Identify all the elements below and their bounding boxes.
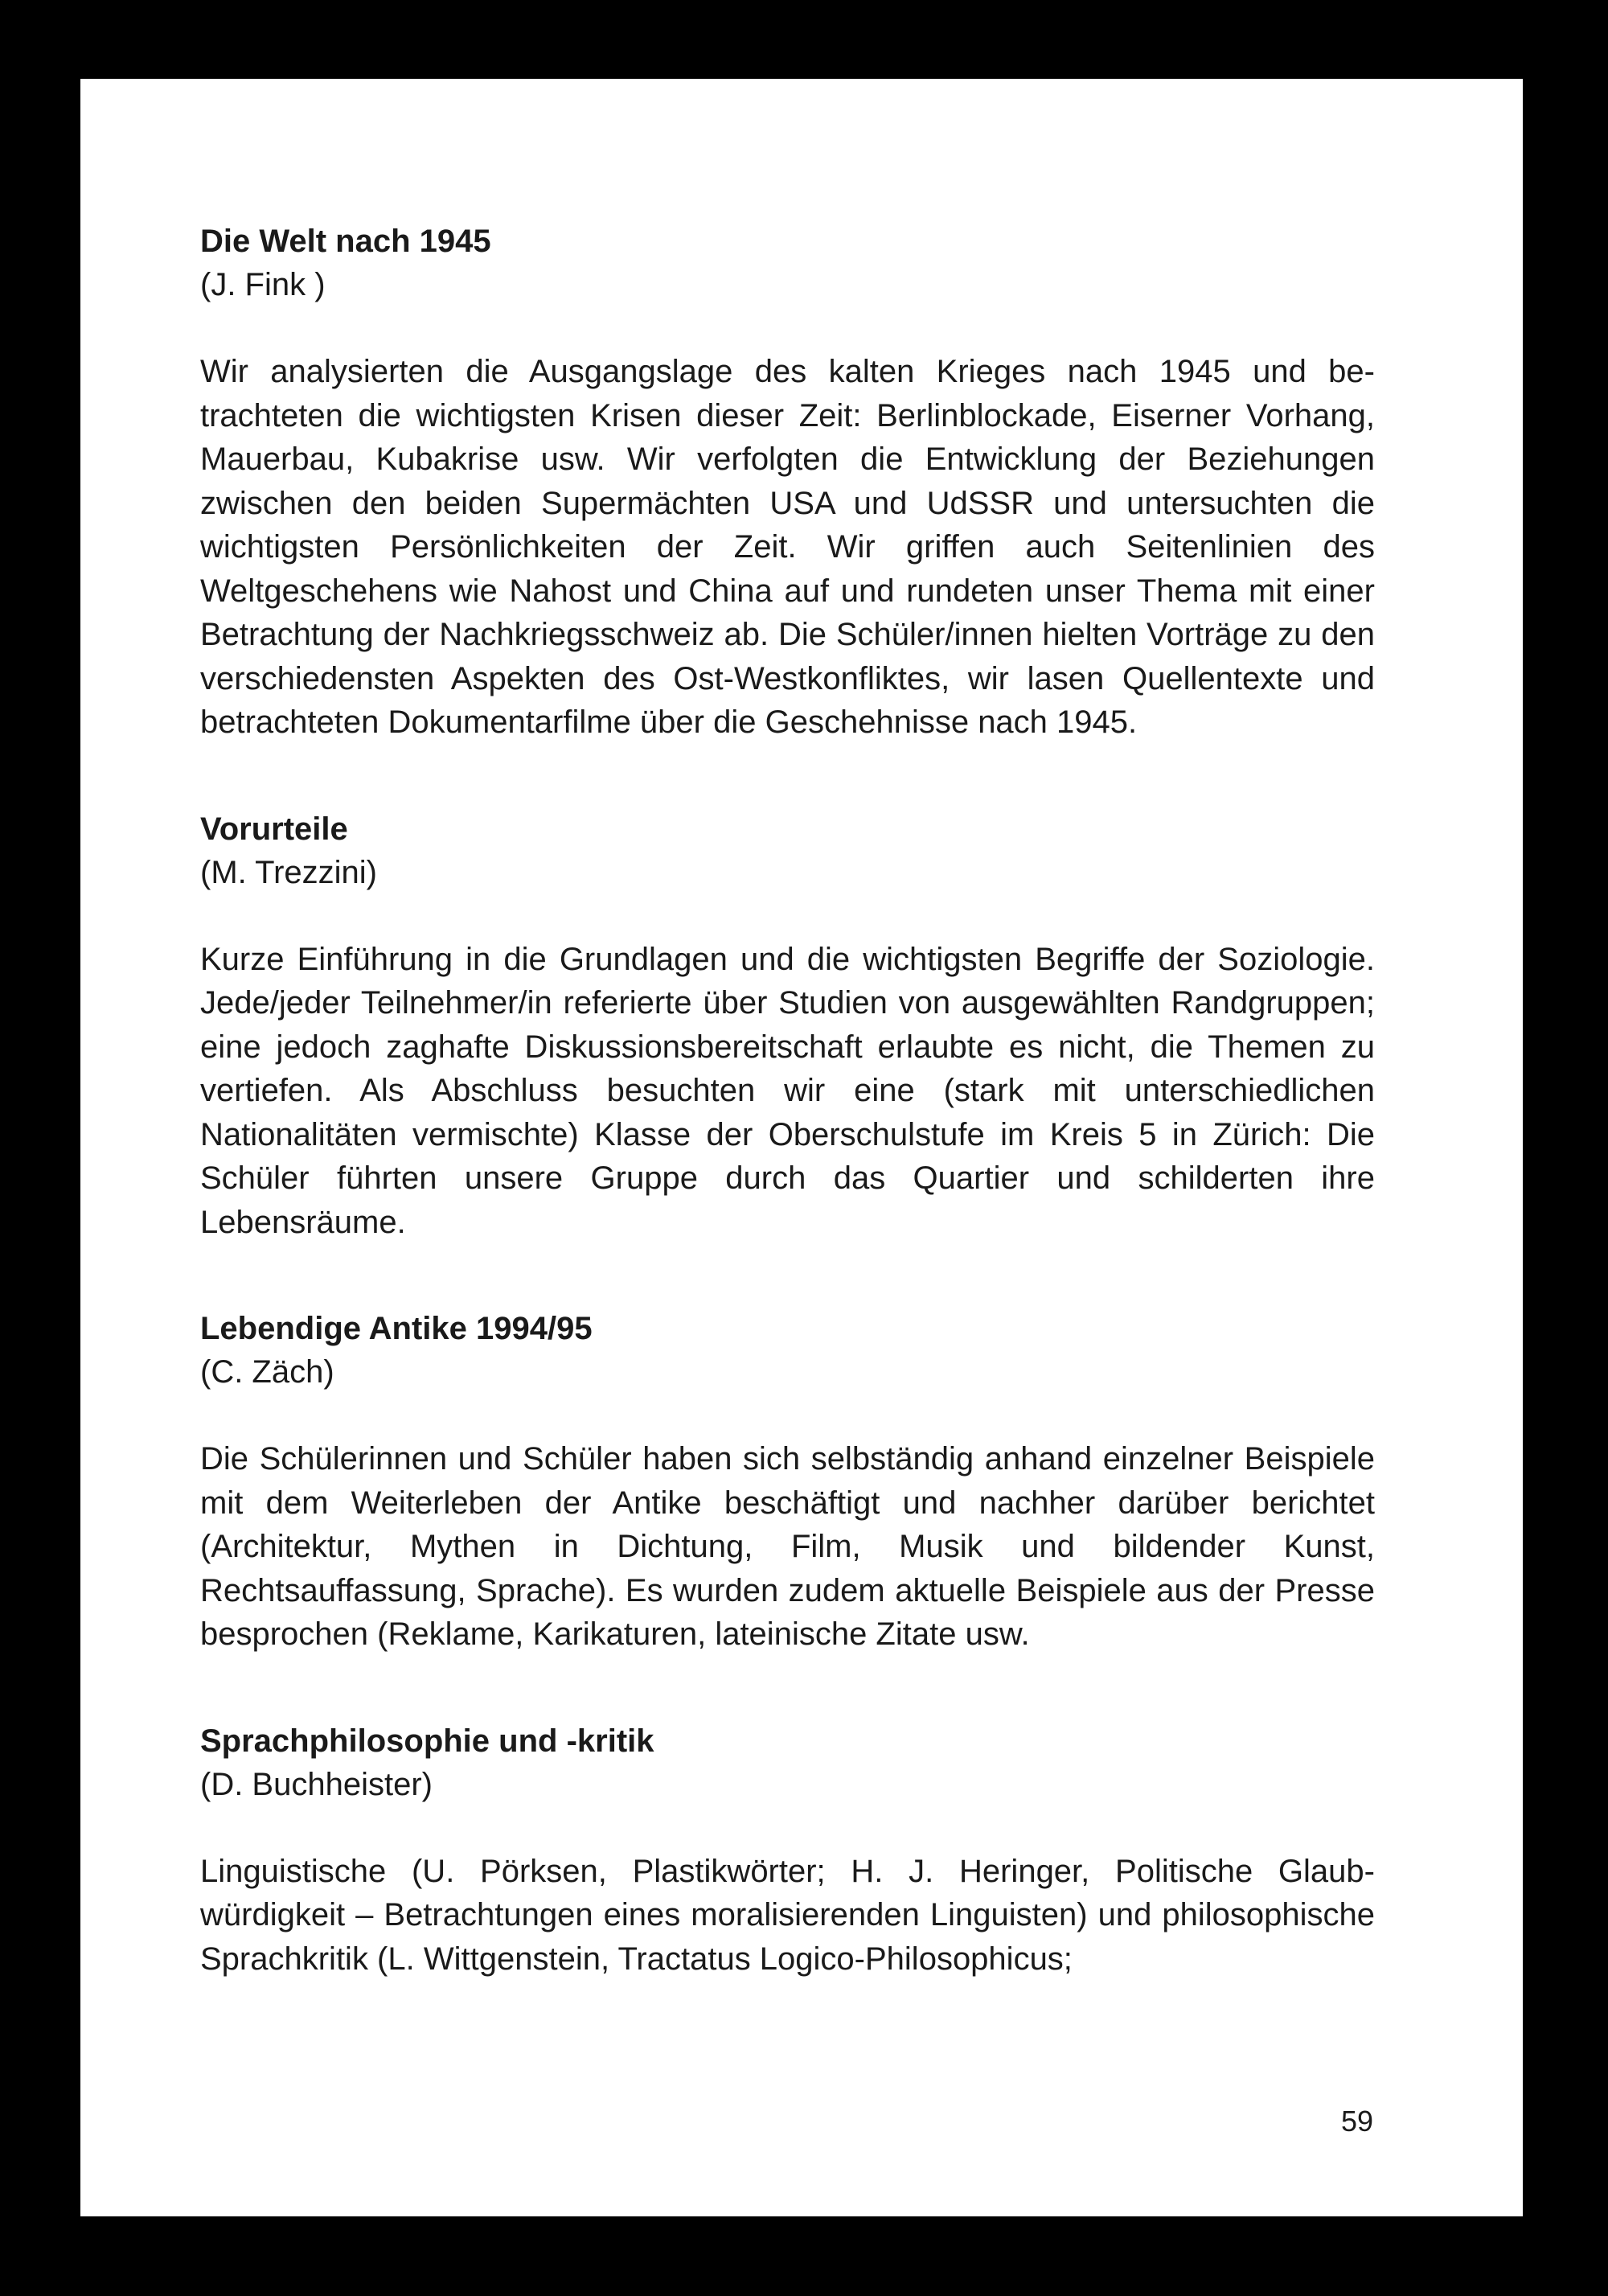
section-author: (C. Zäch)	[200, 1354, 334, 1390]
section-text: Linguistische (U. Pörksen, Plastikwörter; H. J. Heringer, Politische Glaubwürdigkeit – Betrachtungen eines moralisierenden Linguisten) und philosophische Sprachkritik (L. Wittgenstein, Tractatus Logico-Philosophicus;	[200, 1853, 1375, 1977]
section-text: Wir analysierten die Ausgangslage des kalten Krieges nach 1945 und betrachteten die wichtigsten Krisen dieser Zeit: Berlinblockade, Eiserner Vorhang, Mauerbau, Kubakrise usw. Wir verfolgten die Entwicklung der Beziehungen zwischen den beiden Supermächten USA und UdSSR und untersuchten die wichtigsten Persönlichkeiten der Zeit. Wir griffen auch Seitenlinien des Weltgeschehens wie Nahost und China auf und rundeten unser Thema mit einer Betrachtung der Nachkriegsschweiz ab. Die Schüler/innen hielten Vorträge zu den verschiedensten Aspekten des Ost-Westkonfliktes, wir lasen Quellentexte und betrachteten Dokumentarfilme über die Geschehnisse nach 1945.	[200, 354, 1375, 740]
section-author: (D. Buchheister)	[200, 1766, 433, 1802]
section-title: Sprachphilosophie und -kritik	[200, 1723, 654, 1759]
section-author: (M. Trezzini)	[200, 854, 377, 890]
section-title: Vorurteile	[200, 811, 348, 847]
section-sprachphilosophie	[200, 1719, 1375, 1982]
section-text: Die Schülerinnen und Schüler haben sich selbständig anhand einzelner Beispiele mit dem Weiterleben der Antike beschäftigt und nachher darüber berichtet (Architektur, Mythen in Dichtung, Film, Musik und bildender Kunst, Rechtsauffassung, Sprache). Es wurden zudem aktuelle Beispiele aus der Presse besprochen (Reklame, Karikaturen, lateinische Zitate usw.	[200, 1441, 1375, 1652]
section-die-welt-nach-1945	[200, 220, 1375, 745]
section-vorurteile	[200, 807, 1375, 1245]
section-title: Die Welt nach 1945	[200, 224, 491, 259]
page-content	[200, 220, 1375, 1981]
section-text: Kurze Einführung in die Grundlagen und die wichtigsten Begriffe der Soziologie. Jede/jeder Teilnehmer/in referierte über Studien von ausgewählten Randgruppen; eine jedoch zaghafte Diskussionsbereitschaft erlaubte es nicht, die Themen zu vertiefen. Als Abschluss besuchten wir eine (stark mit unterschiedlichen Nationalitäten vermischte) Klasse der Oberschulstufe im Kreis 5 in Zürich: Die Schüler führten unsere Gruppe durch das Quartier und schilderten ihre Lebensräume.	[200, 941, 1375, 1240]
section-lebendige-antike	[200, 1307, 1375, 1657]
page-number: 59	[1340, 2105, 1373, 2138]
section-title: Lebendige Antike 1994/95	[200, 1311, 593, 1346]
section-author: (J. Fink )	[200, 267, 326, 302]
document-page	[80, 79, 1523, 2216]
